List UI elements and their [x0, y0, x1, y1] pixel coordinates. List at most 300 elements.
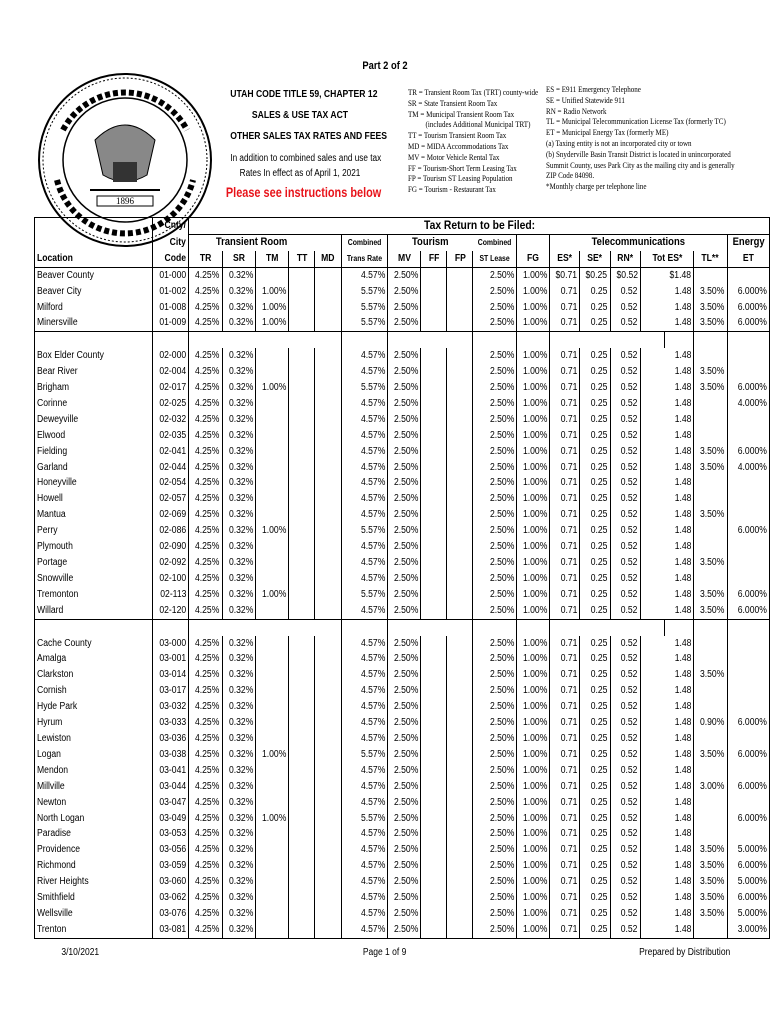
cell-combined-trans: 4.57% [360, 876, 385, 888]
cell-tr: 4.25% [195, 572, 220, 584]
cell-fg: 1.00% [523, 812, 548, 824]
cell-combined-st: 2.50% [489, 397, 515, 409]
cell-rn: 0.52 [620, 860, 638, 872]
cell-fg: 1.00% [523, 525, 548, 537]
table-row [35, 842, 770, 858]
cell-combined-trans: 4.57% [360, 923, 385, 935]
cell-es: 0.71 [560, 907, 578, 919]
cell-se: 0.25 [590, 317, 608, 329]
cell-tot-es: 1.48 [674, 844, 692, 856]
cell-sr: 0.32% [228, 764, 253, 776]
cell-sr: 0.32% [228, 732, 253, 744]
cell-fg: 1.00% [523, 748, 548, 760]
cell-rn: 0.52 [620, 764, 638, 776]
cell-mv: 2.50% [393, 923, 419, 935]
cell-fg: 1.00% [523, 588, 548, 600]
cell-fg: 1.00% [523, 907, 548, 919]
cell-fg: 1.00% [523, 509, 548, 521]
cell-tl: 3.50% [700, 860, 725, 872]
cell-code: 03-017 [159, 685, 187, 697]
cell-mv: 2.50% [393, 796, 419, 808]
cell-fg: 1.00% [523, 796, 548, 808]
cell-mv: 2.50% [393, 748, 419, 760]
cell-se: 0.25 [590, 844, 608, 856]
cell-es: 0.71 [560, 477, 578, 489]
cell-fg: 1.00% [523, 301, 548, 313]
cell-sr: 0.32% [228, 509, 253, 521]
cell-fg: 1.00% [523, 269, 548, 281]
cell-combined-st: 2.50% [489, 525, 515, 537]
cell-sr: 0.32% [228, 317, 253, 329]
cell-tl: 3.50% [700, 844, 725, 856]
cell-sr: 0.32% [228, 653, 253, 665]
table-row [35, 523, 770, 539]
cell-mv: 2.50% [393, 509, 419, 521]
cell-tr: 4.25% [195, 269, 220, 281]
col-fp: FP [454, 252, 466, 264]
cell-fg: 1.00% [523, 477, 548, 489]
cell-tot-es: 1.48 [674, 685, 692, 697]
cell-fg: 1.00% [523, 732, 548, 744]
cell-tr: 4.25% [195, 637, 220, 649]
cell-sr: 0.32% [228, 876, 253, 888]
cell-location: Deweyville [37, 413, 79, 425]
cell-se: 0.25 [590, 588, 608, 600]
cell-tl: 3.50% [700, 301, 725, 313]
cell-combined-trans: 4.57% [360, 413, 385, 425]
cell-location: Fielding [37, 445, 68, 457]
cell-location: Newton [37, 796, 67, 808]
cell-tot-es: 1.48 [674, 477, 692, 489]
cell-tot-es: $1.48 [669, 269, 692, 281]
cell-sr: 0.32% [228, 828, 253, 840]
cell-fg: 1.00% [523, 541, 548, 553]
cell-code: 03-014 [159, 669, 187, 681]
cell-tr: 4.25% [195, 445, 220, 457]
legend-line: RN = Radio Network [546, 105, 607, 116]
cell-sr: 0.32% [228, 669, 253, 681]
cell-mv: 2.50% [393, 525, 419, 537]
cell-sr: 0.32% [228, 796, 253, 808]
cell-se: 0.25 [590, 780, 608, 792]
footer-page: Page 1 of 9 [363, 947, 407, 958]
cell-et: 6.000% [737, 445, 767, 457]
cell-fg: 1.00% [523, 382, 548, 394]
cell-mv: 2.50% [393, 557, 419, 569]
cell-code: 02-035 [159, 429, 187, 441]
cell-combined-trans: 4.57% [360, 892, 385, 904]
cell-sr: 0.32% [228, 604, 253, 616]
cell-combined-trans: 4.57% [360, 445, 385, 457]
legend-line: SE = Unified Statewide 911 [546, 94, 625, 105]
cell-combined-trans: 5.57% [360, 812, 385, 824]
cell-code: 03-000 [159, 637, 187, 649]
cell-tot-es: 1.48 [674, 717, 692, 729]
cell-es: 0.71 [560, 301, 578, 313]
table-row [35, 396, 770, 412]
cell-combined-trans: 4.57% [360, 572, 385, 584]
cell-mv: 2.50% [393, 493, 419, 505]
cell-sr: 0.32% [228, 860, 253, 872]
cell-code: 03-047 [159, 796, 187, 808]
cell-combined-st: 2.50% [489, 461, 515, 473]
cell-se: 0.25 [590, 669, 608, 681]
table-row [35, 811, 770, 827]
cell-location: Portage [37, 557, 68, 569]
cell-tl: 3.50% [700, 317, 725, 329]
cell-es: 0.71 [560, 637, 578, 649]
cell-combined-st: 2.50% [489, 860, 515, 872]
cell-es: 0.71 [560, 701, 578, 713]
cell-code: 03-038 [159, 748, 187, 760]
cell-combined-st: 2.50% [489, 557, 515, 569]
cell-mv: 2.50% [393, 413, 419, 425]
col-combined-st-1: Combined [477, 237, 512, 247]
cell-combined-trans: 4.57% [360, 366, 385, 378]
cell-et: 5.000% [737, 844, 767, 856]
table-row [35, 300, 770, 316]
cell-tot-es: 1.48 [674, 350, 692, 362]
cell-tm: 1.00% [261, 812, 287, 824]
legend-line: ES = E911 Emergency Telephone [546, 84, 641, 94]
cell-location: Milford [37, 301, 63, 313]
cell-es: 0.71 [560, 285, 578, 297]
cell-tl: 3.50% [700, 892, 725, 904]
cell-tot-es: 1.48 [674, 588, 692, 600]
cell-tr: 4.25% [195, 317, 220, 329]
cell-code: 03-036 [159, 732, 187, 744]
cell-rn: 0.52 [620, 541, 638, 553]
cell-mv: 2.50% [393, 844, 419, 856]
cell-et: 6.000% [737, 301, 767, 313]
cell-combined-trans: 4.57% [360, 844, 385, 856]
cell-tr: 4.25% [195, 301, 220, 313]
cell-mv: 2.50% [393, 477, 419, 489]
cell-sr: 0.32% [228, 477, 253, 489]
cell-tr: 4.25% [195, 780, 220, 792]
cell-es: 0.71 [560, 828, 578, 840]
cell-mv: 2.50% [393, 429, 419, 441]
cell-sr: 0.32% [228, 637, 253, 649]
cell-et: 6.000% [737, 317, 767, 329]
cell-tot-es: 1.48 [674, 701, 692, 713]
cell-rn: 0.52 [620, 923, 638, 935]
table-row [35, 284, 770, 300]
cell-tr: 4.25% [195, 876, 220, 888]
cell-sr: 0.32% [228, 269, 253, 281]
cell-es: 0.71 [560, 572, 578, 584]
cell-rn: 0.52 [620, 557, 638, 569]
cell-code: 02-092 [159, 557, 187, 569]
table-row [35, 364, 770, 380]
cell-location: Beaver County [37, 269, 94, 281]
cell-se: 0.25 [590, 907, 608, 919]
cell-se: 0.25 [590, 685, 608, 697]
cell-fg: 1.00% [523, 717, 548, 729]
cell-mv: 2.50% [393, 461, 419, 473]
cell-rn: 0.52 [620, 717, 638, 729]
cell-fg: 1.00% [523, 653, 548, 665]
cell-et: 6.000% [737, 780, 767, 792]
cell-location: Tremonton [37, 588, 79, 600]
cell-mv: 2.50% [393, 541, 419, 553]
cell-location: Paradise [37, 828, 71, 840]
table-row [35, 683, 770, 699]
cell-mv: 2.50% [393, 445, 419, 457]
cell-combined-st: 2.50% [489, 828, 515, 840]
cell-combined-st: 2.50% [489, 477, 515, 489]
table-row [35, 636, 770, 652]
legend-line: MD = MIDA Accommodations Tax [408, 140, 509, 151]
cell-rn: 0.52 [620, 748, 638, 760]
cell-rn: 0.52 [620, 812, 638, 824]
cell-mv: 2.50% [393, 382, 419, 394]
cell-code: 02-044 [159, 461, 187, 473]
cell-es: 0.71 [560, 493, 578, 505]
cell-sr: 0.32% [228, 701, 253, 713]
cell-rn: 0.52 [620, 477, 638, 489]
cell-location: Cornish [37, 685, 67, 697]
cell-combined-st: 2.50% [489, 923, 515, 935]
cell-es: 0.71 [560, 509, 578, 521]
cell-location: Mendon [37, 764, 69, 776]
cell-combined-st: 2.50% [489, 588, 515, 600]
cell-se: 0.25 [590, 828, 608, 840]
cell-code: 01-000 [159, 269, 187, 281]
legend-line: ET = Municipal Energy Tax (formerly ME) [546, 127, 669, 138]
cell-combined-trans: 4.57% [360, 717, 385, 729]
cell-code: 03-032 [159, 701, 187, 713]
col-md: MD [321, 252, 335, 264]
cell-tr: 4.25% [195, 429, 220, 441]
legend-line: SR = State Transient Room Tax [408, 97, 498, 108]
cell-tr: 4.25% [195, 397, 220, 409]
cell-tl: 3.50% [700, 382, 725, 394]
cell-code: 03-049 [159, 812, 187, 824]
cell-fg: 1.00% [523, 397, 548, 409]
cell-tot-es: 1.48 [674, 780, 692, 792]
cell-combined-st: 2.50% [489, 732, 515, 744]
cell-location: Wellsville [37, 907, 73, 919]
cell-code: 02-025 [159, 397, 187, 409]
cell-tm: 1.00% [261, 317, 287, 329]
legend-line: TR = Transient Room Tax (TRT) county-wide [408, 87, 539, 97]
cell-combined-st: 2.50% [489, 382, 515, 394]
cell-tot-es: 1.48 [674, 445, 692, 457]
cell-se: 0.25 [590, 429, 608, 441]
cell-se: 0.25 [590, 397, 608, 409]
cell-rn: 0.52 [620, 876, 638, 888]
cell-mv: 2.50% [393, 717, 419, 729]
legend-line: FP = Tourism ST Leasing Population [408, 173, 513, 184]
cell-combined-st: 2.50% [489, 796, 515, 808]
cell-et: 6.000% [737, 812, 767, 824]
cell-code: 02-032 [159, 413, 187, 425]
table-row [35, 858, 770, 874]
cell-combined-trans: 4.57% [360, 350, 385, 362]
cell-combined-trans: 5.57% [360, 285, 385, 297]
cell-location: Lewiston [37, 732, 71, 744]
table-row [35, 826, 770, 842]
cell-es: 0.71 [560, 317, 578, 329]
cell-tr: 4.25% [195, 382, 220, 394]
cell-location: Perry [37, 525, 58, 537]
cell-tr: 4.25% [195, 350, 220, 362]
cell-combined-st: 2.50% [489, 764, 515, 776]
cell-combined-trans: 4.57% [360, 477, 385, 489]
cell-combined-st: 2.50% [489, 907, 515, 919]
table-row [35, 890, 770, 906]
cell-tr: 4.25% [195, 461, 220, 473]
cell-tr: 4.25% [195, 525, 220, 537]
cell-sr: 0.32% [228, 397, 253, 409]
cell-location: Hyrum [37, 717, 63, 729]
cell-location: Corinne [37, 397, 68, 409]
cell-location: Honeyville [37, 477, 77, 489]
cell-combined-st: 2.50% [489, 717, 515, 729]
cell-tl: 3.50% [700, 461, 725, 473]
tax-rate-table [34, 217, 770, 939]
cell-rn: 0.52 [620, 907, 638, 919]
cell-se: 0.25 [590, 572, 608, 584]
cell-tr: 4.25% [195, 477, 220, 489]
cell-tot-es: 1.48 [674, 366, 692, 378]
cell-rn: 0.52 [620, 637, 638, 649]
cell-combined-trans: 5.57% [360, 382, 385, 394]
title-line-1: UTAH CODE TITLE 59, CHAPTER 12 [230, 88, 378, 100]
cell-tm: 1.00% [261, 382, 287, 394]
cell-combined-trans: 5.57% [360, 525, 385, 537]
cell-tr: 4.25% [195, 748, 220, 760]
cell-tot-es: 1.48 [674, 461, 692, 473]
cell-combined-st: 2.50% [489, 285, 515, 297]
cell-mv: 2.50% [393, 780, 419, 792]
cell-location: Bear River [37, 366, 78, 378]
col-et: ET [742, 252, 754, 264]
cell-tot-es: 1.48 [674, 812, 692, 824]
cell-tr: 4.25% [195, 509, 220, 521]
col-tr: TR [199, 252, 212, 264]
cell-fg: 1.00% [523, 285, 548, 297]
cell-code: 02-069 [159, 509, 187, 521]
cell-combined-trans: 4.57% [360, 557, 385, 569]
seal-year: 1896 [116, 196, 134, 206]
cell-combined-st: 2.50% [489, 780, 515, 792]
cell-location: Hyde Park [37, 701, 78, 713]
cell-et: 3.000% [737, 923, 767, 935]
cell-se: 0.25 [590, 604, 608, 616]
cell-rn: 0.52 [620, 828, 638, 840]
cell-tot-es: 1.48 [674, 285, 692, 297]
cell-mv: 2.50% [393, 860, 419, 872]
cell-es: 0.71 [560, 653, 578, 665]
cell-tr: 4.25% [195, 685, 220, 697]
cell-code: 01-002 [159, 285, 187, 297]
table-row [35, 922, 770, 938]
cell-es: 0.71 [560, 382, 578, 394]
cell-tot-es: 1.48 [674, 541, 692, 553]
cell-code: 03-076 [159, 907, 187, 919]
cell-tl: 3.50% [700, 557, 725, 569]
cell-tl: 3.50% [700, 748, 725, 760]
cell-code: 03-033 [159, 717, 187, 729]
cell-es: 0.71 [560, 892, 578, 904]
cell-mv: 2.50% [393, 604, 419, 616]
cell-rn: 0.52 [620, 445, 638, 457]
cell-location: Smithfield [37, 892, 75, 904]
col-sr: SR [232, 252, 245, 264]
cell-combined-trans: 4.57% [360, 653, 385, 665]
cell-tot-es: 1.48 [674, 301, 692, 313]
cell-se: 0.25 [590, 525, 608, 537]
col-combined-trans-2: Trans Rate [346, 253, 383, 263]
cell-code: 01-008 [159, 301, 187, 313]
cell-code: 03-062 [159, 892, 187, 904]
cell-combined-st: 2.50% [489, 572, 515, 584]
cell-tot-es: 1.48 [674, 413, 692, 425]
table-row [35, 380, 770, 396]
cell-combined-trans: 4.57% [360, 493, 385, 505]
table-row [35, 795, 770, 811]
cell-sr: 0.32% [228, 907, 253, 919]
cell-sr: 0.32% [228, 461, 253, 473]
cell-combined-st: 2.50% [489, 413, 515, 425]
cell-code: 03-081 [159, 923, 187, 935]
cell-mv: 2.50% [393, 397, 419, 409]
cell-sr: 0.32% [228, 923, 253, 935]
cell-combined-st: 2.50% [489, 748, 515, 760]
cell-fg: 1.00% [523, 461, 548, 473]
cell-es: 0.71 [560, 445, 578, 457]
cell-es: 0.71 [560, 669, 578, 681]
cell-rn: 0.52 [620, 525, 638, 537]
cell-code: 03-041 [159, 764, 187, 776]
cell-es: 0.71 [560, 780, 578, 792]
legend-line: (a) Taxing entity is not an incorporated city or town [546, 137, 692, 148]
cell-sr: 0.32% [228, 812, 253, 824]
cell-combined-st: 2.50% [489, 366, 515, 378]
cell-se: 0.25 [590, 382, 608, 394]
cell-es: 0.71 [560, 397, 578, 409]
table-row [35, 651, 770, 667]
col-combined-st-2: ST Lease [479, 253, 510, 263]
cell-se: 0.25 [590, 637, 608, 649]
cell-tot-es: 1.48 [674, 382, 692, 394]
cell-et: 6.000% [737, 748, 767, 760]
cell-tr: 4.25% [195, 541, 220, 553]
cell-tot-es: 1.48 [674, 748, 692, 760]
cell-code: 02-086 [159, 525, 187, 537]
cell-tr: 4.25% [195, 285, 220, 297]
cell-mv: 2.50% [393, 317, 419, 329]
cell-tr: 4.25% [195, 604, 220, 616]
cell-combined-trans: 4.57% [360, 907, 385, 919]
cell-sr: 0.32% [228, 892, 253, 904]
cell-location: Snowville [37, 572, 74, 584]
cell-code: 03-001 [159, 653, 187, 665]
cell-combined-st: 2.50% [489, 269, 515, 281]
cell-tot-es: 1.48 [674, 557, 692, 569]
cell-code: 02-000 [159, 350, 187, 362]
footer-prepared: Prepared by Distribution [638, 947, 730, 958]
cell-location: Minersville [37, 317, 78, 329]
cell-code: 02-041 [159, 445, 187, 457]
cell-combined-st: 2.50% [489, 317, 515, 329]
tax-return-heading: Tax Return to be Filed: [423, 218, 535, 232]
cell-rn: 0.52 [620, 685, 638, 697]
cell-se: 0.25 [590, 653, 608, 665]
cell-se: $0.25 [585, 269, 608, 281]
